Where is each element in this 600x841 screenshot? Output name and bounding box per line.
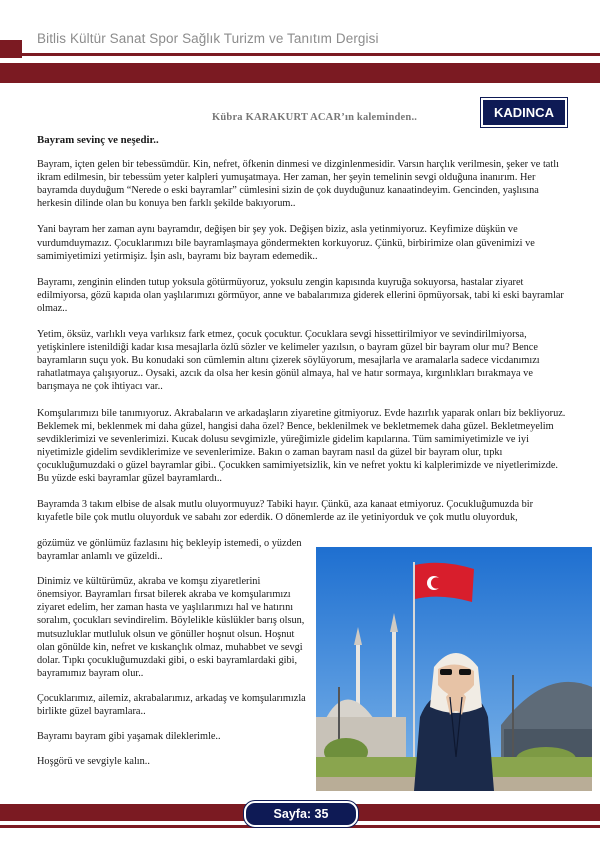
masthead <box>0 0 600 90</box>
author-byline: Kübra KARAKURT ACAR’ın kaleminden.. <box>212 112 418 123</box>
article-paragraph: Bayramda 3 takım elbise de alsak mutlu oluyormuyuz? Tabiki hayır. Çünkü, aza kanaat etmiyoruz. Çocukluğumuzda bir kıyafetle bile çok mutlu oluyorduk ve sabahı zor ederdik. O dönemlerde az ile yetiniyorduk ve çok mutlu oluyorduk, <box>37 499 534 524</box>
header-band <box>0 63 600 83</box>
magazine-title: Bitlis Kültür Sanat Spor Sağlık Turizm ve Tanıtım Dergisi <box>37 31 379 46</box>
left-column-paragraph: Dinimiz ve kültürümüz, akraba ve komşu ziyaretlerini önemsiyor. Bayramları fırsat bilerek akraba ve komşularımızı ziyaret edelim, her zaman hasta ve yaşlılarımızı hal ve hatırını soralım, çocukları sevindirelim. Böylelikle küslükler barış olsun, mutsuzluklar mutluluk olsun ve gönüller hoşnut olsun. Hoşnut olan gönülde kin, nefret ve kıskançlık olmaz, muhabbet ve sevgi dolar. Tıpkı çocukluğumuzdaki gibi, o eski bayramlardaki gibi, bayramımız bayram olur.. <box>37 576 305 679</box>
author-photo <box>316 547 592 791</box>
article-paragraph: Yetim, öksüz, varlıklı veya varlıksız fark etmez, çocuk çocuktur. Çocuklara sevgi hissettirilmiyor ve sevindirilmiyorsa, yetişkinlere istenildiği kadar kısa mesajlarla özlü sözler ve kelimeler yazılsın, o bayram güzel bir bayram olur mu? Bence bayramların suçu yok. Bu konudaki son cümlemin altını çizerek söylüyorum, mesajlarla ve aramalarla sadece vicdanımızı rahatlatmaya çalışıyoruz.. Oysaki, azcık da olsa her kesin gönül almaya, hal ve hatır sormaya, kırgınlıkları bırakmaya ve barışmaya ne çok ihtiyacı var.. <box>37 329 540 393</box>
header-rule <box>0 53 600 56</box>
article-body <box>37 134 570 524</box>
article-left-column <box>37 537 307 780</box>
page-number-badge: Sayfa: 35 <box>244 801 358 827</box>
left-column-paragraph: Hoşgörü ve sevgiyle kalın.. <box>37 756 150 768</box>
article-paragraph: Bayramı, zenginin elinden tutup yoksula götürmüyoruz, yoksulu zengin kapısında kuyruğa sokuyorsa, hastalar ziyaret edilmiyorsa, gözü kapıda olan yaşlılarımızı görmüyor, anne ve babalarımıza giderek ellerini öpmüyorsak, tabi ki eski bayramlar olmaz.. <box>37 276 564 314</box>
article-heading: Bayram sevinç ve neşedir.. <box>37 134 159 146</box>
article-paragraph: Bayram, içten gelen bir tebessümdür. Kin, nefret, öfkenin dinmesi ve dizginlenmesidir. Varsın harçlık verilmesin, şeker ve tatlı ikram edilmesin, bir tebessüm yeter kalpleri yumuşatmaya. Her zaman, her şeyin temelinin sevgi olduğuna inanırım. Her bayramda duyduğum “Nerede o eski bayramlar” cümlesini sizin de çok duyduğunuz kanaatindeyim. Gencinden, yaşlısına herkesin dilinde olan bu konuya ben farklı şekilde bakıyorum.. <box>37 159 559 210</box>
left-column-paragraph: gözümüz ve gönlümüz fazlasını hiç bekleyip istemedi, o yüzden bayramlar anlamlı ve güzeldi.. <box>37 538 302 563</box>
left-column-paragraph: Çocuklarımız, ailemiz, akrabalarımız, arkadaş ve komşularımızla birlikte güzel bayramlara.. <box>37 692 306 718</box>
article-paragraph: Komşularımızı bile tanımıyoruz. Akrabaların ve arkadaşların ziyaretine gitmiyoruz. Evde hazırlık yaparak onları biz bekliyoruz. Beklemek mi, beklenmek mi daha güzel, hangisi daha özel? Bence, beklenilmek ve bekletmemek daha güzel. Bekletmeyelim sevdiklerimizi ve sevenlerimizi. Kucak dolusu sevgimizle, yüreğimizle gidelim kapılarına. Tüm samimiyetimizle ve iyi niyetimizle gidelim sevdiklerimize ve sevenlerimize. Bakın o zaman bayram nasıl da güzel bir bayram olur, tıpkı çocukluğumuzdaki o güzel bayramlar gibi.. Çocukken samimiyetsizlik, kin ve nefret yoktu ki kalplerimizde ve niyetlerimizde. Bu yüzde eski bayramlar güzel bayramlardı.. <box>37 407 566 484</box>
article-paragraph: Yani bayram her zaman aynı bayramdır, değişen bir şey yok. Değişen biziz, asla yetinmiyoruz. Keyfimize düşkün ve vurdumduymazız. Çocuklarımızı bile bayramlaşmaya göndermekten korkuyoruz. Çünkü, birbirimize olan güvenimizi ve samimiyetimizi yetirmişiz. İşin aslı, bayramı biz bayram edemedik.. <box>37 224 535 262</box>
left-column-paragraph: Bayramı bayram gibi yaşamak dileklerimle.. <box>37 731 221 743</box>
section-tag: KADINCA <box>481 98 567 127</box>
author-photo-illustration <box>316 547 592 791</box>
